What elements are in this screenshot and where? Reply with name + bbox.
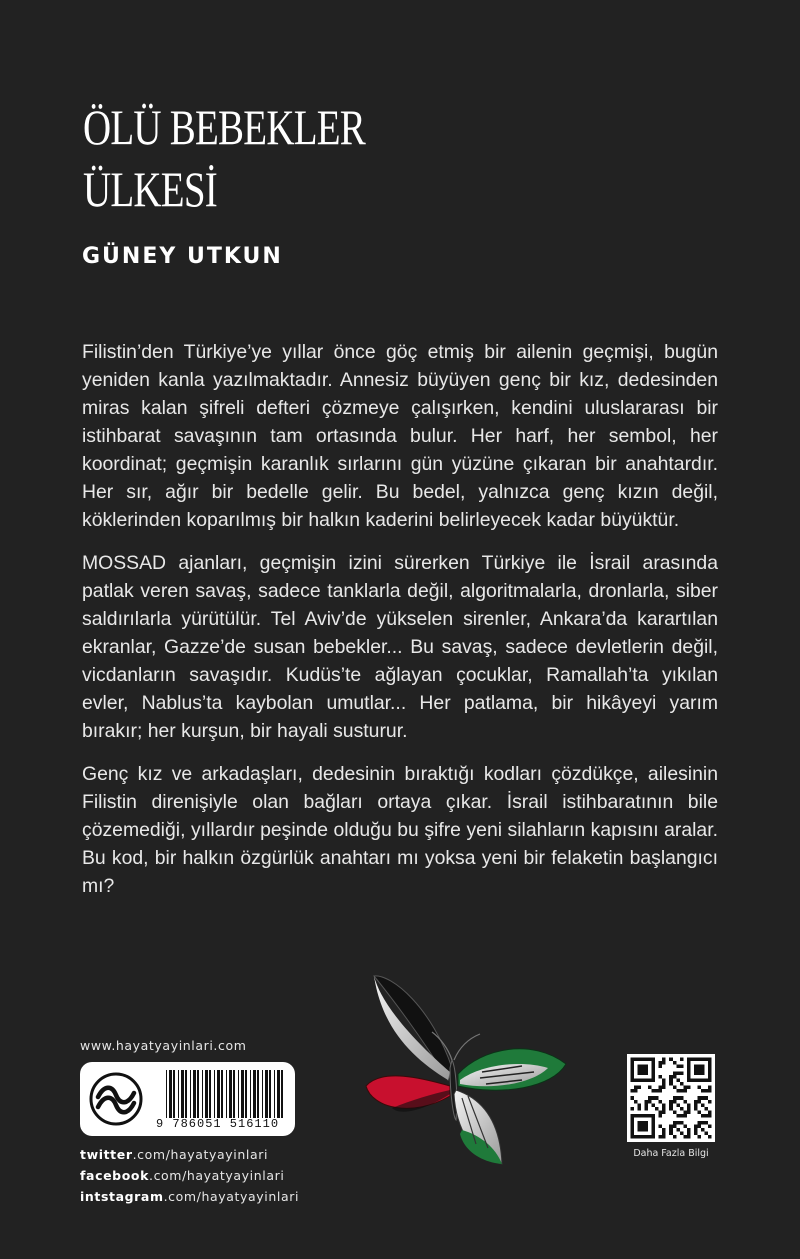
qr-module: [662, 1103, 666, 1107]
qr-module: [676, 1096, 680, 1100]
qr-module: [683, 1100, 687, 1104]
qr-module: [659, 1135, 663, 1139]
qr-module: [704, 1131, 708, 1135]
qr-module: [634, 1089, 638, 1093]
qr-module: [645, 1100, 649, 1104]
social-links: [80, 1144, 299, 1207]
barcode-bar: [229, 1070, 232, 1118]
qr-module: [708, 1086, 712, 1090]
qr-module: [673, 1061, 677, 1065]
qr-module: [669, 1131, 673, 1135]
qr-module: [669, 1100, 673, 1104]
qr-module: [645, 1107, 649, 1111]
qr-module: [704, 1114, 708, 1118]
qr-module: [694, 1131, 698, 1135]
barcode-bar: [269, 1070, 271, 1118]
back-cover-blurb: [82, 338, 718, 915]
qr-module: [659, 1124, 663, 1128]
barcode: [164, 1070, 288, 1118]
qr-module: [669, 1082, 673, 1086]
qr-module: [652, 1089, 656, 1093]
qr-module: [683, 1086, 687, 1090]
qr-module: [676, 1121, 680, 1125]
qr-module: [676, 1072, 680, 1076]
qr-module: [697, 1110, 701, 1114]
qr-module: [631, 1096, 635, 1100]
qr-module: [683, 1135, 687, 1139]
qr-module: [673, 1124, 677, 1128]
qr-module: [648, 1100, 652, 1104]
qr-module: [683, 1110, 687, 1114]
qr-module: [669, 1128, 673, 1132]
publisher-logo-icon: [88, 1071, 144, 1127]
barcode-bar: [178, 1070, 179, 1118]
blurb-paragraph-2: MOSSAD ajanları, geçmişin izini sürerken Türkiye ile İsrail arasında patlak veren savaş, sadece tanklarla değil, algoritmalarla, dronlarla, siber saldırılarla yürütülür. Tel Aviv’de yükselen sirenler, Ankara’da karartılan ekranlar, Gazze’de susan bebekler... Bu savaş, sadece devletlerin değil, vicdanların savaşıdır. Kudüs’te ağlayan çocuklar, Ramallah’ta yıkılan evler, Nablus’ta kaybolan umutlar... Her patlama, bir hikâyeyi yarım bırakır; her kurşun, bir hayali susturur.: [82, 552, 718, 742]
qr-module: [662, 1131, 666, 1135]
barcode-bar: [277, 1070, 280, 1118]
qr-module: [694, 1128, 698, 1132]
qr-module: [669, 1124, 673, 1128]
qr-module: [638, 1107, 642, 1111]
qr-module: [708, 1135, 712, 1139]
qr-module: [680, 1072, 684, 1076]
barcode-bar: [209, 1070, 211, 1118]
barcode-bar: [265, 1070, 268, 1118]
barcode-bar: [169, 1070, 172, 1118]
barcode-bar: [190, 1070, 191, 1118]
qr-module: [669, 1075, 673, 1079]
barcode-bar: [226, 1070, 227, 1118]
barcode-bar: [202, 1070, 203, 1118]
qr-module: [697, 1135, 701, 1139]
barcode-bar: [233, 1070, 235, 1118]
qr-module: [676, 1114, 680, 1118]
qr-module: [676, 1079, 680, 1083]
book-title: [83, 96, 365, 220]
social-link-instagram: intstagram.com/hayatyayinlari: [80, 1189, 300, 1204]
qr-module: [704, 1121, 708, 1125]
social-link-facebook: facebook.com/hayatyayinlari: [80, 1168, 285, 1183]
qr-module: [687, 1131, 691, 1135]
qr-module: [638, 1086, 642, 1090]
barcode-bar: [197, 1070, 199, 1118]
qr-module: [680, 1058, 684, 1062]
qr-module: [704, 1107, 708, 1111]
butterfly-illustration: [352, 968, 570, 1168]
qr-module: [652, 1103, 656, 1107]
qr-module: [638, 1103, 642, 1107]
qr-module: [659, 1065, 663, 1069]
qr-module: [673, 1100, 677, 1104]
qr-module: [631, 1107, 635, 1111]
qr-module: [659, 1075, 663, 1079]
qr-module: [662, 1082, 666, 1086]
qr-module: [694, 1103, 698, 1107]
qr-module: [673, 1086, 677, 1090]
qr-module: [708, 1100, 712, 1104]
qr-module: [662, 1086, 666, 1090]
qr-module: [634, 1086, 638, 1090]
barcode-bar: [173, 1070, 175, 1118]
qr-module: [648, 1096, 652, 1100]
qr-module: [687, 1135, 691, 1139]
qr-module: [701, 1089, 705, 1093]
qr-module: [680, 1096, 684, 1100]
qr-module: [662, 1107, 666, 1111]
qr-module: [680, 1121, 684, 1125]
book-title-line-1: ÖLÜ BEBEKLER: [83, 99, 366, 155]
qr-module: [687, 1086, 691, 1090]
qr-module: [662, 1135, 666, 1139]
qr-module: [652, 1096, 656, 1100]
qr-module: [697, 1100, 701, 1104]
barcode-bar: [257, 1070, 259, 1118]
barcode-bar: [241, 1070, 244, 1118]
barcode-bar: [185, 1070, 187, 1118]
qr-module: [701, 1096, 705, 1100]
qr-module: [673, 1135, 677, 1139]
barcode-panel: [80, 1062, 295, 1136]
qr-module: [687, 1110, 691, 1114]
qr-module: [697, 1086, 701, 1090]
publisher-website: www.hayatyayinlari.com: [80, 1038, 247, 1053]
qr-module: [662, 1079, 666, 1083]
qr-module: [659, 1100, 663, 1104]
author-name: GÜNEY UTKUN: [82, 244, 283, 269]
qr-module: [669, 1107, 673, 1111]
qr-module: [659, 1110, 663, 1114]
barcode-bar: [166, 1070, 167, 1118]
qr-module: [659, 1089, 663, 1093]
qr-module: [645, 1103, 649, 1107]
qr-module: [676, 1089, 680, 1093]
qr-module: [694, 1107, 698, 1111]
qr-module: [708, 1124, 712, 1128]
social-link-twitter: twitter.com/hayatyayinlari: [80, 1147, 269, 1162]
qr-module: [676, 1128, 680, 1132]
qr-module: [659, 1086, 663, 1090]
qr-caption: Daha Fazla Bilgi: [633, 1148, 709, 1159]
qr-module: [694, 1100, 698, 1104]
qr-module: [704, 1096, 708, 1100]
qr-module: [687, 1103, 691, 1107]
qr-module: [634, 1100, 638, 1104]
barcode-bar: [262, 1070, 263, 1118]
qr-module: [680, 1114, 684, 1118]
isbn-number: 9 786051 516110: [156, 1117, 280, 1131]
qr-module: [669, 1103, 673, 1107]
blurb-paragraph-1: Filistin’den Türkiye’ye yıllar önce göç etmiş bir ailenin geçmişi, bugün yeniden kanla yazılmaktadır. Annesiz büyüyen genç bir kız, dedesinden miras kalan şifreli defteri çözmeye çalışırken, kendini uluslararası bir istihbarat savaşının tam ortasında bulur. Her harf, her sembol, her koordinat; geçmişin karanlık sırlarını gün yüzüne çıkaran bir anahtardır. Her sır, ağır bir bedelle gelir. Bu bedel, yalnızca genç kızın değil, köklerinden koparılmış bir halkın kaderini belirleyecek kadar büyüktür.: [82, 341, 718, 531]
qr-module: [697, 1121, 701, 1125]
qr-module: [683, 1124, 687, 1128]
qr-finder-pattern: [638, 1121, 649, 1132]
qr-module: [704, 1089, 708, 1093]
qr-module: [662, 1110, 666, 1114]
qr-module: [708, 1114, 712, 1118]
barcode-bar: [281, 1070, 283, 1118]
barcode-bar: [221, 1070, 223, 1118]
qr-module: [676, 1065, 680, 1069]
qr-module: [680, 1107, 684, 1111]
qr-module: [697, 1096, 701, 1100]
qr-module: [673, 1075, 677, 1079]
qr-module: [701, 1121, 705, 1125]
qr-module: [673, 1096, 677, 1100]
barcode-bar: [214, 1070, 215, 1118]
qr-module: [669, 1079, 673, 1083]
barcode-bar: [181, 1070, 184, 1118]
qr-module: [655, 1096, 659, 1100]
qr-module: [676, 1103, 680, 1107]
qr-module: [701, 1128, 705, 1132]
qr-module: [680, 1082, 684, 1086]
qr-module: [662, 1061, 666, 1065]
barcode-bar: [205, 1070, 208, 1118]
book-title-line-2: ÜLKESİ: [83, 161, 217, 217]
qr-finder-pattern: [694, 1065, 705, 1076]
qr-module: [662, 1058, 666, 1062]
qr-finder-pattern: [638, 1065, 649, 1076]
qr-module: [697, 1124, 701, 1128]
qr-module: [659, 1114, 663, 1118]
qr-module: [683, 1089, 687, 1093]
qr-module: [673, 1110, 677, 1114]
barcode-bar: [217, 1070, 220, 1118]
qr-module: [683, 1114, 687, 1118]
qr-module: [687, 1107, 691, 1111]
qr-module: [673, 1121, 677, 1125]
qr-module: [655, 1089, 659, 1093]
qr-module: [655, 1107, 659, 1111]
qr-module: [631, 1089, 635, 1093]
qr-module: [680, 1089, 684, 1093]
qr-module: [701, 1114, 705, 1118]
qr-module: [687, 1128, 691, 1132]
qr-module: [708, 1089, 712, 1093]
qr-module: [701, 1103, 705, 1107]
qr-module: [708, 1110, 712, 1114]
blurb-paragraph-3: Genç kız ve arkadaşları, dedesinin bıraktığı kodları çözdükçe, ailesinin Filistin direnişiyle olan bağları ortaya çıkar. İsrail istihbaratının bile çözemediği, yıllardır peşinde olduğu bu şifre yeni silahların kapısını aralar. Bu kod, bir halkın özgürlük anahtarı mı yoksa yeni bir felaketin başlangıcı mı?: [82, 763, 718, 897]
qr-module: [648, 1086, 652, 1090]
qr-module: [673, 1072, 677, 1076]
qr-module: [680, 1131, 684, 1135]
barcode-bar: [250, 1070, 251, 1118]
barcode-bar: [253, 1070, 256, 1118]
qr-module: [680, 1065, 684, 1069]
barcode-bar: [245, 1070, 247, 1118]
qr-module: [694, 1124, 698, 1128]
qr-module: [669, 1058, 673, 1062]
qr-module: [662, 1128, 666, 1132]
qr-module: [659, 1061, 663, 1065]
barcode-bar: [238, 1070, 239, 1118]
barcode-bar: [193, 1070, 196, 1118]
barcode-bar: [274, 1070, 275, 1118]
qr-code[interactable]: [627, 1054, 715, 1142]
